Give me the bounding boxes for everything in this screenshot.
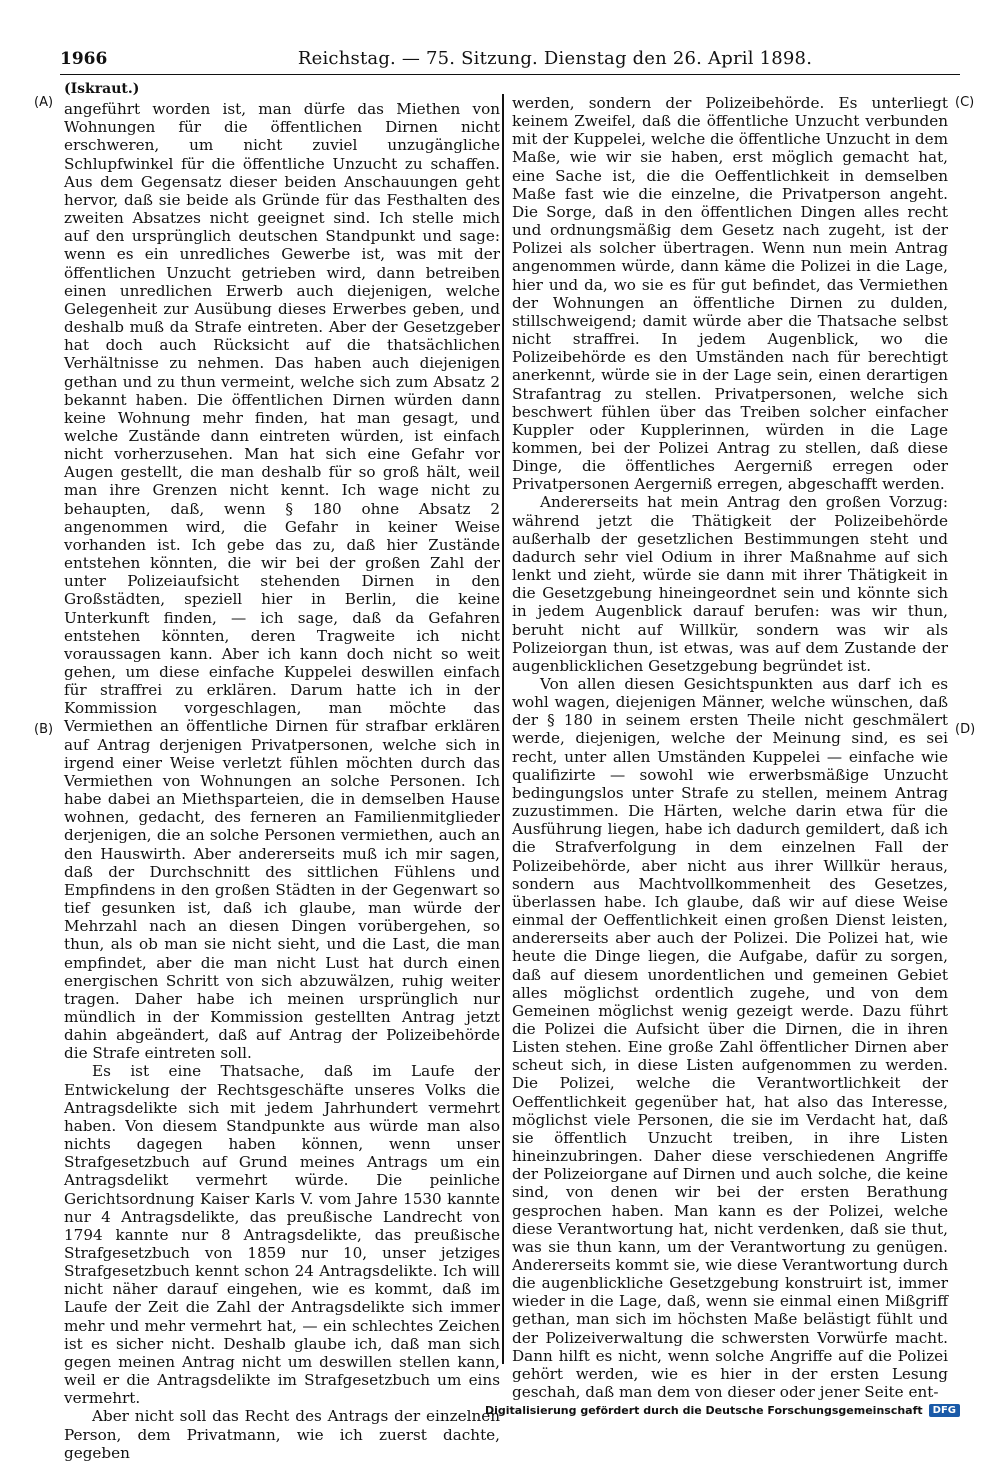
margin-marker-d: (D): [955, 722, 976, 737]
right-column: [512, 94, 948, 1401]
dfg-logo: DFG: [929, 1404, 960, 1417]
footer-credit: Digitalisierung gefördert durch die Deutsche Forschungsgemeinschaft: [484, 1404, 923, 1417]
page-number: 1966: [60, 49, 108, 69]
paragraph: Von allen diesen Gesichtspunkten aus darf ich es wohl wagen, diejenigen Männer, welche wünschen, daß der § 180 in seinem ersten Theile nicht geschmälert werde, diejenigen, welche der Meinung sind, es sei recht, unter allen Umständen Kuppelei — einfache wie qualifizirte — sowohl wie erwerbsmäßige Unzucht bedingungslos unter Strafe zu stellen, meinem Antrag zuzustimmen. Die Härten, welche darin etwa für die Ausführung liegen, habe ich dadurch gemildert, daß ich die Strafverfolgung in dem einzelnen Fall der Polizeibehörde, aber nicht aus ihrer Willkür heraus, sondern aus Machtvollkommenheit des Gesetzes, überlassen habe. Ich glaube, daß wir auf diese Weise einmal der Oeffentlichkeit einen großen Dienst leisten, andererseits aber auch der Polizei. Die Polizei hat, wie heute die Dinge liegen, die Aufgabe, dafür zu sorgen, daß auf diesem unordentlichen und gemeinen Gebiet alles möglichst ordentlich zugehe, und von dem Gemeinen möglichst wenig gezeigt werde. Dazu führt die Polizei die Aufsicht über die Dirnen, die in ihren Listen stehen. Eine große Zahl öffentlicher Dirnen aber scheut sich, in diese Listen aufgenommen zu werden. Die Polizei, welche die Verantwortlichkeit der Oeffentlichkeit gegenüber hat, hat also das Interesse, möglichst viele Personen, die sie im Verdacht hat, daß sie öffentlich Unzucht treiben, in ihre Listen hineinzubringen. Daher diese verschiedenen Angriffe der Polizeiorgane auf Dirnen und auch solche, die keine sind, von denen wir bei der ersten Berathung gesprochen haben. Man kann es der Polizei, welche diese Verantwortung hat, nicht verdenken, daß sie thut, was sie thun kann, um der Verantwortung zu genügen. Andererseits kommt sie, wie diese Verantwortung durch die augenblickliche Gesetzgebung konstruirt ist, immer wieder in die Lage, daß, wenn sie einmal einen Mißgriff gethan, man sich im höchsten Maße belästigt fühlt und der Polizeiverwaltung die schwersten Vorwürfe macht. Dann hilft es nicht, wenn solche Angriffe auf die Polizei gehört werden, wie es hier in der ersten Lesung geschah, daß man dem von dieser oder jener Seite ent-: [512, 675, 948, 1402]
margin-marker-a: (A): [34, 95, 54, 110]
margin-marker-c: (C): [955, 95, 975, 110]
page-header: [60, 48, 960, 72]
margin-marker-b: (B): [34, 722, 54, 737]
column-divider: [502, 94, 504, 1364]
header-rule: [60, 74, 960, 75]
paragraph: angeführt worden ist, man dürfe das Miethen von Wohnungen für die öffentlichen Dirnen nicht erschweren, um nicht zuviel unzugängliche Schlupfwinkel für die öffentliche Unzucht zu schaffen. Aus dem Gegensatz dieser beiden Anschauungen geht hervor, daß sie beide als Gründe für das Festhalten des zweiten Absatzes nicht geeignet sind. Ich stelle mich auf den ursprünglich deutschen Standpunkt und sage: wenn es ein unredliches Gewerbe ist, was mit der öffentlichen Unzucht getrieben wird, dann betreiben einen unredlichen Erwerb auch diejenigen, welche Gelegenheit zur Ausübung dieses Erwerbes geben, und deshalb muß da Strafe eintreten. Aber der Gesetzgeber hat doch auch Rücksicht auf die thatsächlichen Verhältnisse zu nehmen. Das haben auch diejenigen gethan und zu thun vermeint, welche sich zum Absatz 2 bekannt haben. Die öffentlichen Dirnen würden dann keine Wohnung mehr finden, hat man gesagt, und welche Zustände dann eintreten würden, ist einfach nicht vorherzusehen. Man hat sich eine Gefahr vor Augen gestellt, die man deshalb für so groß hält, weil man ihre Grenzen nicht kennt. Ich wage nicht zu behaupten, daß, wenn § 180 ohne Absatz 2 angenommen wird, die Gefahr in keiner Weise vorhanden ist. Ich gebe das zu, daß hier Zustände entstehen könnten, die wir bei der großen Zahl der unter Polizeiaufsicht stehenden Dirnen in den Großstädten, speziell hier in Berlin, die keine Unterkunft finden, — ich sage, daß da Gefahren entstehen könnten, deren Tragweite ich nicht voraussagen kann. Aber ich kann doch nicht so weit gehen, um diese einfache Kuppelei deswillen einfach für straffrei zu erklären. Darum hatte ich in der Kommission vorgeschlagen, man möchte das Vermiethen an öffentliche Dirnen für strafbar erklären auf Antrag derjenigen Privatpersonen, welche sich in irgend einer Weise verletzt fühlen möchten durch das Vermiethen von Wohnungen an solche Personen. Ich habe dabei an Miethsparteien, die in demselben Hause wohnen, gedacht, des ferneren an Familienmitglieder derjenigen, die an solche Personen vermiethen, auch an den Hauswirth. Aber andererseits muß ich mir sagen, daß der Durchschnitt des sittlichen Fühlens und Empfindens in den großen Städten in der Gegenwart so tief gesunken ist, daß ich glaube, man würde der Mehrzahl nach an diesen Dingen vorübergehen, so thun, als ob man sie nicht sieht, und die Last, die man empfindet, aber die man nicht Lust hat durch einen energischen Schritt von sich abzuwälzen, ruhig weiter tragen. Daher habe ich meinen ursprünglich nur mündlich in der Kommission gestellten Antrag jetzt dahin abgeändert, daß auf Antrag der Polizeibehörde die Strafe eintreten soll.: [64, 100, 500, 1063]
paragraph: Es ist eine Thatsache, daß im Laufe der Entwickelung der Rechtsgeschäfte unseres Volks die Antragsdelikte sich mit jedem Jahrhundert vermehrt haben. Von diesem Standpunkte aus würde man also nichts dagegen haben können, wenn unser Strafgesetzbuch auf Grund meines Antrags um ein Antragsdelikt vermehrt würde. Die peinliche Gerichtsordnung Kaiser Karls V. vom Jahre 1530 kannte nur 4 Antragsdelikte, das preußische Landrecht von 1794 kannte nur 8 Antragsdelikte, das preußische Strafgesetzbuch von 1859 nur 10, unser jetziges Strafgesetzbuch kennt schon 24 Antragsdelikte. Ich will nicht näher darauf eingehen, wie es kommt, daß im Laufe der Zeit die Zahl der Antragsdelikte sich immer mehr und mehr vermehrt hat, — ein schlechtes Zeichen ist es sicher nicht. Deshalb glaube ich, daß man sich gegen meinen Antrag nicht um deswillen stellen kann, weil er die Antragsdelikte im Strafgesetzbuch um eins vermehrt.: [64, 1062, 500, 1408]
running-title: Reichstag. — 75. Sitzung. Dienstag den 26. April 1898.: [297, 48, 813, 69]
footer: [485, 1404, 960, 1417]
paragraph: Aber nicht soll das Recht des Antrags der einzelnen Person, dem Privatmann, wie ich zuerst dachte, gegeben: [64, 1407, 500, 1462]
paragraph: werden, sondern der Polizeibehörde. Es unterliegt keinem Zweifel, daß die öffentliche Unzucht verbunden mit der Kuppelei, welche die öffentliche Unzucht in dem Maße, wie wir sie haben, erst möglich gemacht hat, eine Sache ist, die die Oeffentlichkeit in demselben Maße fast wie die einzelne, die Privatperson angeht. Die Sorge, daß in den öffentlichen Dingen alles recht und ordnungsmäßig dem Gesetz nach zugeht, ist der Polizei als solcher übertragen. Wenn nun mein Antrag angenommen würde, dann käme die Polizei in die Lage, hier und da, wo sie es für gut befindet, das Vermiethen der Wohnungen an öffentliche Dirnen zu dulden, stillschweigend; damit würde aber die Thatsache selbst nicht straffrei. In jedem Augenblick, wo die Polizeibehörde es den Umständen nach für berechtigt anerkennt, würde sie in der Lage sein, einen derartigen Strafantrag zu stellen. Privatpersonen, welche sich beschwert fühlen über das Treiben solcher einfacher Kuppler oder Kupplerinnen, würden in die Lage kommen, bei der Polizei Antrag zu stellen, daß diese Dinge, die öffentliches Aergerniß erregen oder Privatpersonen Aergerniß erregen, abgeschafft werden.: [512, 94, 948, 494]
left-column: [64, 80, 500, 1462]
paragraph: Andererseits hat mein Antrag den großen Vorzug: während jetzt die Thätigkeit der Polizeibehörde außerhalb der gesetzlichen Bestimmungen steht und dadurch sehr viel Odium in ihrer Maßnahme auf sich lenkt und zieht, würde sie dann mit ihrer Thätigkeit in die Gesetzgebung hineingeordnet sein und könnte sich in jedem Augenblick darauf berufen: was wir thun, beruht nicht auf Willkür, sondern was wir als Polizeiorgan thun, ist etwas, was auf dem Zustande der augenblicklichen Gesetzgebung begründet ist.: [512, 493, 948, 675]
speaker-name: (Iskraut.): [64, 81, 140, 97]
